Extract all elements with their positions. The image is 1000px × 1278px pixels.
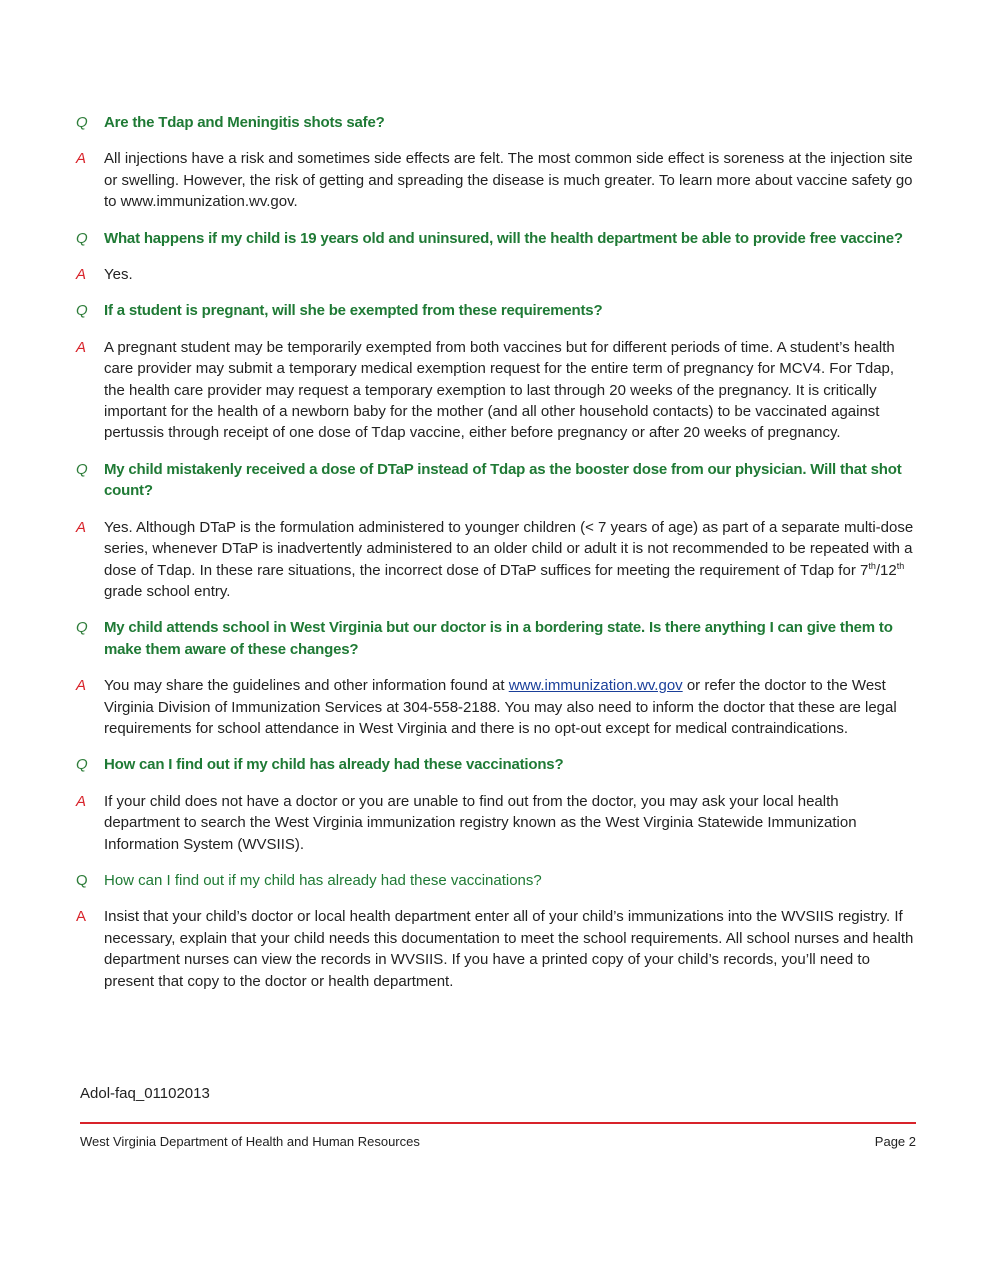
answer-text-pre: You may share the guidelines and other information found at (104, 677, 509, 695)
answer-text-end: grade school entry. (104, 582, 231, 600)
question-2 (76, 228, 916, 249)
answer-marker: A (76, 266, 87, 284)
answer-text: Insist that your child’s doctor or local health department enter all of your child’s immunizations into the WVSIIS registry. If necessary, explain that your child needs this documentation to meet the school requirements. All school nurses and health department nurses can view the records in WVSIIS. If you have a printed copy of your child’s records, you’ll need to present that copy to the doctor or health department. (104, 908, 914, 990)
page-number: Page 2 (874, 1134, 916, 1149)
answer-text: Yes. (104, 266, 133, 284)
answer-1 (76, 148, 916, 212)
answer-text: If your child does not have a doctor or you are unable to find out from the doctor, you may ask your local health department to search the West Virginia immunization registry known as the West Virginia Statewide Immunization Information System (WVSIIS). (104, 792, 857, 853)
answer-5 (76, 675, 916, 739)
answer-text (104, 517, 916, 603)
question-marker: Q (76, 756, 88, 774)
question-6 (76, 754, 916, 775)
question-3 (76, 300, 916, 321)
question-text: What happens if my child is 19 years old and uninsured, will the health department be able to provide free vaccine? (104, 229, 903, 247)
question-text: My child attends school in West Virginia but our doctor is in a bordering state. Is there anything I can give them to make them aware of these changes? (104, 619, 893, 658)
answer-3 (76, 337, 916, 444)
document-id: Adol-faq_01102013 (80, 1085, 210, 1102)
answer-marker: A (76, 792, 87, 810)
question-text: Are the Tdap and Meningitis shots safe? (104, 114, 385, 131)
question-text: If a student is pregnant, will she be exempted from these requirements? (104, 302, 603, 320)
grade-7-superscript: th (868, 560, 876, 571)
answer-text: A pregnant student may be temporarily exempted from both vaccines but for different periods of time. A student’s health care provider may submit a temporary medical exemption request for the entire term of pregnancy for MCV4. For Tdap, the health care provider may request a temporary exemption to last through 20 weeks of the pregnancy. It is critically important for the health of a newborn baby for the mother (and all other household contacts) to be vaccinated against pertussis through receipt of one dose of Tdap vaccine, either before pregnancy or after 20 weeks of pregnancy. (104, 338, 895, 442)
answer-7 (76, 906, 916, 992)
answer-6 (76, 791, 916, 855)
faq-list (76, 112, 916, 1007)
answer-marker: A (76, 677, 87, 695)
question-marker: Q (76, 229, 88, 247)
question-text: How can I find out if my child has already had these vaccinations? (104, 871, 542, 889)
footer-divider (80, 1122, 916, 1124)
answer-marker: A (76, 338, 87, 356)
question-marker: Q (76, 619, 88, 637)
question-marker: Q (76, 302, 88, 320)
question-marker: Q (76, 871, 88, 889)
question-marker: Q (76, 114, 88, 131)
question-text: How can I find out if my child has already had these vaccinations? (104, 756, 564, 774)
answer-text-post: or refer the doctor to the West Virginia Division of Immunization Services at 304-558-2188. You may also need to inform the doctor that these are legal requirements for school attendance in West Virginia and there is no opt-out except for medical contraindications. (104, 677, 897, 737)
grade-12-superscript: th (896, 560, 905, 571)
immunization-website-link[interactable]: www.immunization.wv.gov (508, 677, 683, 695)
answer-marker: A (76, 908, 87, 926)
answer-marker: A (76, 150, 87, 168)
answer-text-main: Yes. Although DTaP is the formulation administered to younger children (< 7 years of age) as part of a separate multi-dose series, whenever DTaP is inadvertently administered to an older child or adult it is not recommended to be repeated with a dose of Tdap. In these rare situations, the incorrect dose of DTaP suffices for meeting the requirement of Tdap for 7 (104, 518, 914, 579)
question-5 (76, 617, 916, 660)
grade-separator: /12 (875, 561, 897, 579)
answer-4 (76, 517, 916, 603)
question-4 (76, 459, 916, 502)
answer-text (104, 675, 916, 739)
footer-organization: West Virginia Department of Health and Human Resources (80, 1134, 420, 1149)
question-text: My child mistakenly received a dose of DTaP instead of Tdap as the booster dose from our physician. Will that shot count? (104, 460, 902, 500)
question-marker: Q (76, 460, 88, 478)
answer-2 (76, 264, 916, 285)
answer-text: All injections have a risk and sometimes side effects are felt. The most common side effect is soreness at the injection site or swelling. However, the risk of getting and spreading the disease is much greater. To learn more about vaccine safety go to www.immunization.wv.gov. (104, 150, 913, 211)
answer-marker: A (76, 518, 87, 536)
question-1 (76, 112, 916, 133)
question-7 (76, 870, 916, 891)
